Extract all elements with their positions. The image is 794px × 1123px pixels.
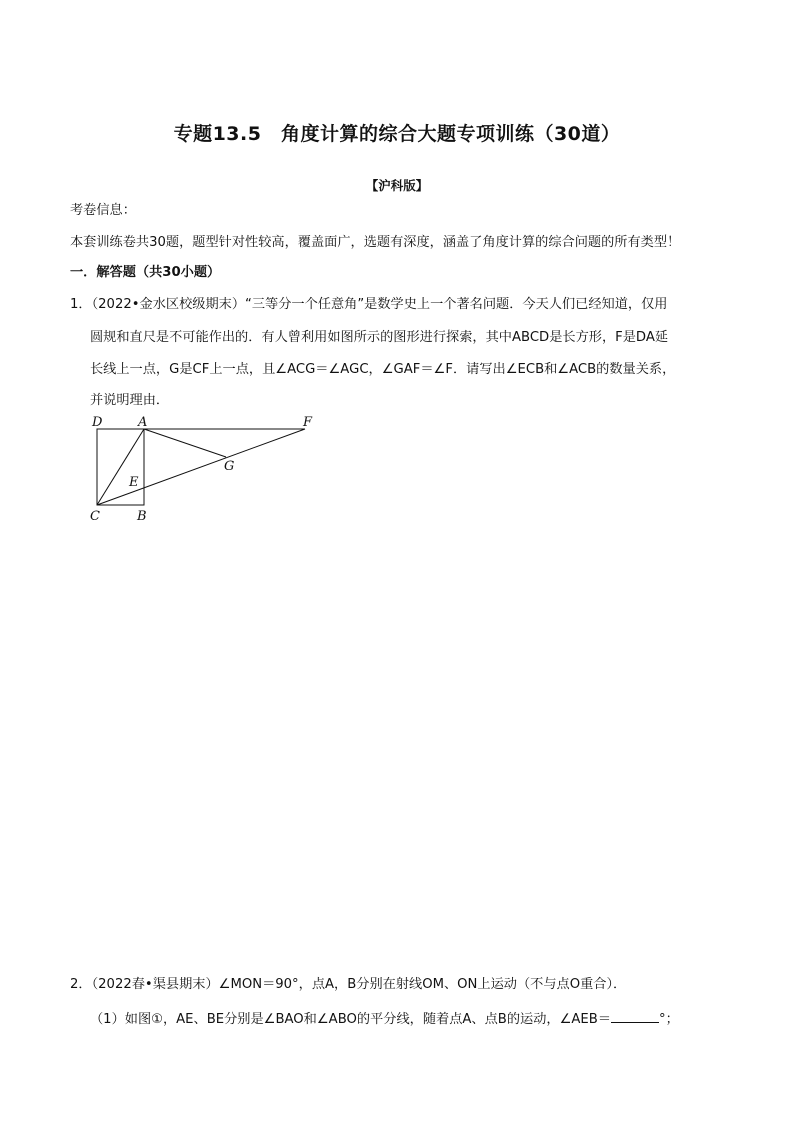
edition-label: 【沪科版】 [365, 178, 429, 193]
label-e: E [129, 475, 139, 490]
label-f: F [303, 415, 313, 430]
page-title: 专题13.5 角度计算的综合大题专项训练（30道） [173, 123, 621, 145]
info-text: 本套训练卷共30题，题型针对性较高，覆盖面广，选题有深度，涵盖了角度计算的综合问题的所有类型！ [70, 235, 681, 250]
q2-line-2-text: （1）如图①，AE、BE分别是∠BAO和∠ABO的平分线，随着点A、点B的运动，∠AEB＝ [90, 1012, 612, 1027]
q2-line-1: 2．（2022春•渠县期末）∠MON＝90°，点A，B分别在射线OM、ON上运动（不与点O重合）． [70, 977, 627, 992]
answer-blank[interactable] [611, 1010, 659, 1023]
q2-line-2 [90, 1010, 679, 1026]
line-cf [97, 429, 305, 505]
label-b: B [137, 509, 147, 524]
q1-line-1: 1．（2022•金水区校级期末）“三等分一个任意角”是数学史上一个著名问题．今天人们已经知道，仅用 [70, 297, 668, 312]
q2-line-2-suffix: °； [659, 1012, 679, 1027]
info-label: 考卷信息： [70, 203, 136, 218]
section-heading: 一．解答题（共30小题） [70, 265, 221, 280]
q1-line-4: 并说明理由． [90, 393, 170, 408]
line-ac [97, 429, 144, 505]
q1-line-3: 长线上一点，G是CF上一点，且∠ACG＝∠AGC，∠GAF＝∠F．请写出∠ECB和∠ACB的数量关系， [90, 362, 676, 377]
line-ag [144, 429, 226, 457]
q1-geometry-figure [84, 410, 324, 525]
label-c: C [90, 509, 100, 524]
label-a: A [138, 415, 148, 430]
label-g: G [224, 459, 235, 474]
label-d: D [92, 415, 103, 430]
q1-line-2: 圆规和直尺是不可能作出的．有人曾利用如图所示的图形进行探索，其中ABCD是长方形，F是DA延 [90, 330, 669, 345]
